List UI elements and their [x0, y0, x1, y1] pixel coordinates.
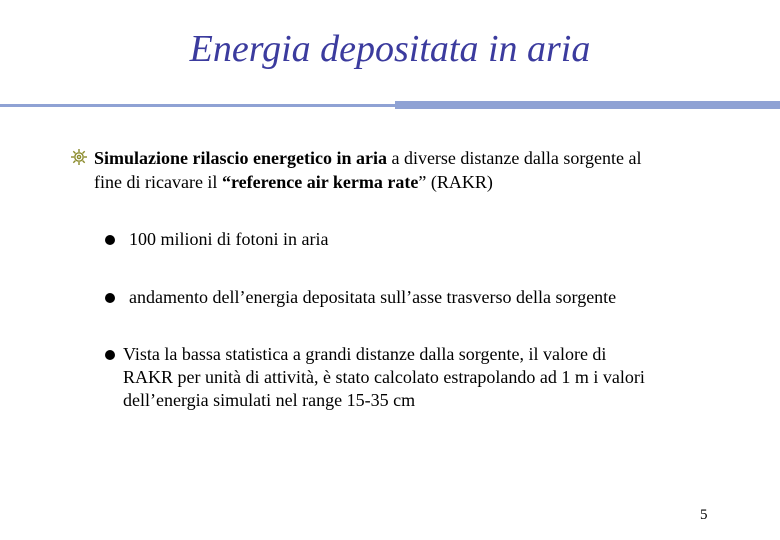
- bullet-dot-icon: [105, 350, 115, 360]
- bullet-dot-icon: [105, 293, 115, 303]
- sub-bullet-3-text: [123, 343, 743, 412]
- main-bullet-text: [94, 146, 734, 194]
- main-bullet-line-2: [94, 170, 734, 194]
- sub-bullet-2-text: andamento dell’energia depositata sull’asse trasverso della sorgente: [129, 287, 617, 307]
- slide-title: Energia depositata in aria: [189, 28, 591, 70]
- sub-bullet-3-line-1: Vista la bassa statistica a grandi distanze dalla sorgente, il valore di: [123, 344, 607, 364]
- sub-bullet-3: [105, 343, 745, 413]
- divider-thick-bar: [395, 101, 780, 109]
- main-bullet-line2-start: fine di ricavare il: [94, 172, 222, 192]
- bullet-dot-icon: [105, 235, 115, 245]
- main-bullet-line-1: [94, 146, 734, 170]
- sub-bullet-1-text: 100 milioni di fotoni in aria: [129, 229, 329, 249]
- gear-icon: [70, 148, 88, 166]
- main-bullet-line2-bold: “reference air kerma rate: [221, 172, 419, 192]
- page-number: 5: [700, 507, 708, 523]
- main-bullet-rest: a diverse distanze dalla sorgente al: [386, 148, 642, 168]
- title-divider: [0, 101, 780, 109]
- main-bullet-bold: Simulazione rilascio energetico in aria: [94, 148, 387, 168]
- main-bullet-line2-end: ” (RAKR): [418, 172, 493, 192]
- sub-bullet-3-line-3: dell’energia simulati nel range 15-35 cm: [123, 390, 416, 410]
- sub-bullet-3-line-2: RAKR per unità di attività, è stato calcolato estrapolando ad 1 m i valori: [123, 367, 645, 387]
